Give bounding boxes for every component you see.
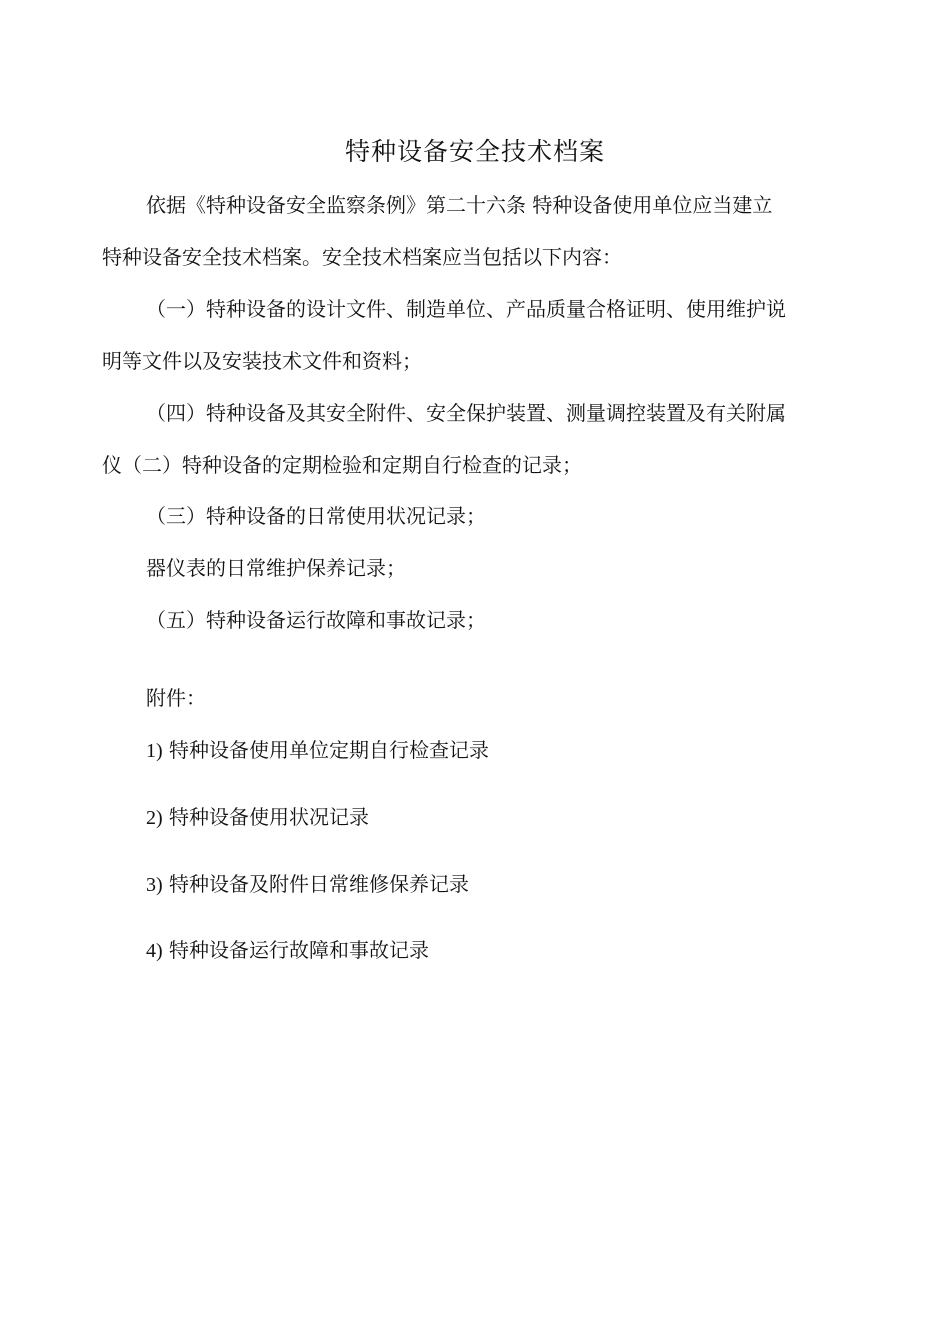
attachment-text: 特种设备使用状况记录 [169,805,370,829]
item-2-line: 仪（二）特种设备的定期检验和定期自行检查的记录； [102,453,582,477]
item-4-line-2: 器仪表的日常维护保养记录； [146,556,406,580]
attachment-item [146,871,469,898]
attachment-text: 特种设备及附件日常维修保养记录 [169,872,470,896]
attachment-number: 4) [146,940,163,962]
attachment-text: 特种设备使用单位定期自行检查记录 [169,738,490,762]
item-1-line-2: 明等文件以及安装技术文件和资料； [102,349,422,373]
attachment-number: 3) [146,874,163,896]
intro-line-2: 特种设备安全技术档案。安全技术档案应当包括以下内容： [102,245,622,269]
intro-line-1: 依据《特种设备安全监察条例》第二十六条 特种设备使用单位应当建立 [146,193,773,217]
attachment-item [146,804,369,831]
document-title: 特种设备安全技术档案 [344,137,605,166]
item-3-line: （三）特种设备的日常使用状况记录； [146,504,486,528]
item-5-line: （五）特种设备运行故障和事故记录； [146,608,486,632]
attachments-label: 附件： [146,686,206,710]
attachment-item [146,937,429,964]
item-1-line-1: （一）特种设备的设计文件、制造单位、产品质量合格证明、使用维护说 [146,297,786,321]
attachment-number: 1) [146,740,163,762]
attachment-text: 特种设备运行故障和事故记录 [169,938,430,962]
item-4-line-1: （四）特种设备及其安全附件、安全保护装置、测量调控装置及有关附属 [146,401,786,425]
attachment-item [146,737,489,764]
attachment-number: 2) [146,807,163,829]
